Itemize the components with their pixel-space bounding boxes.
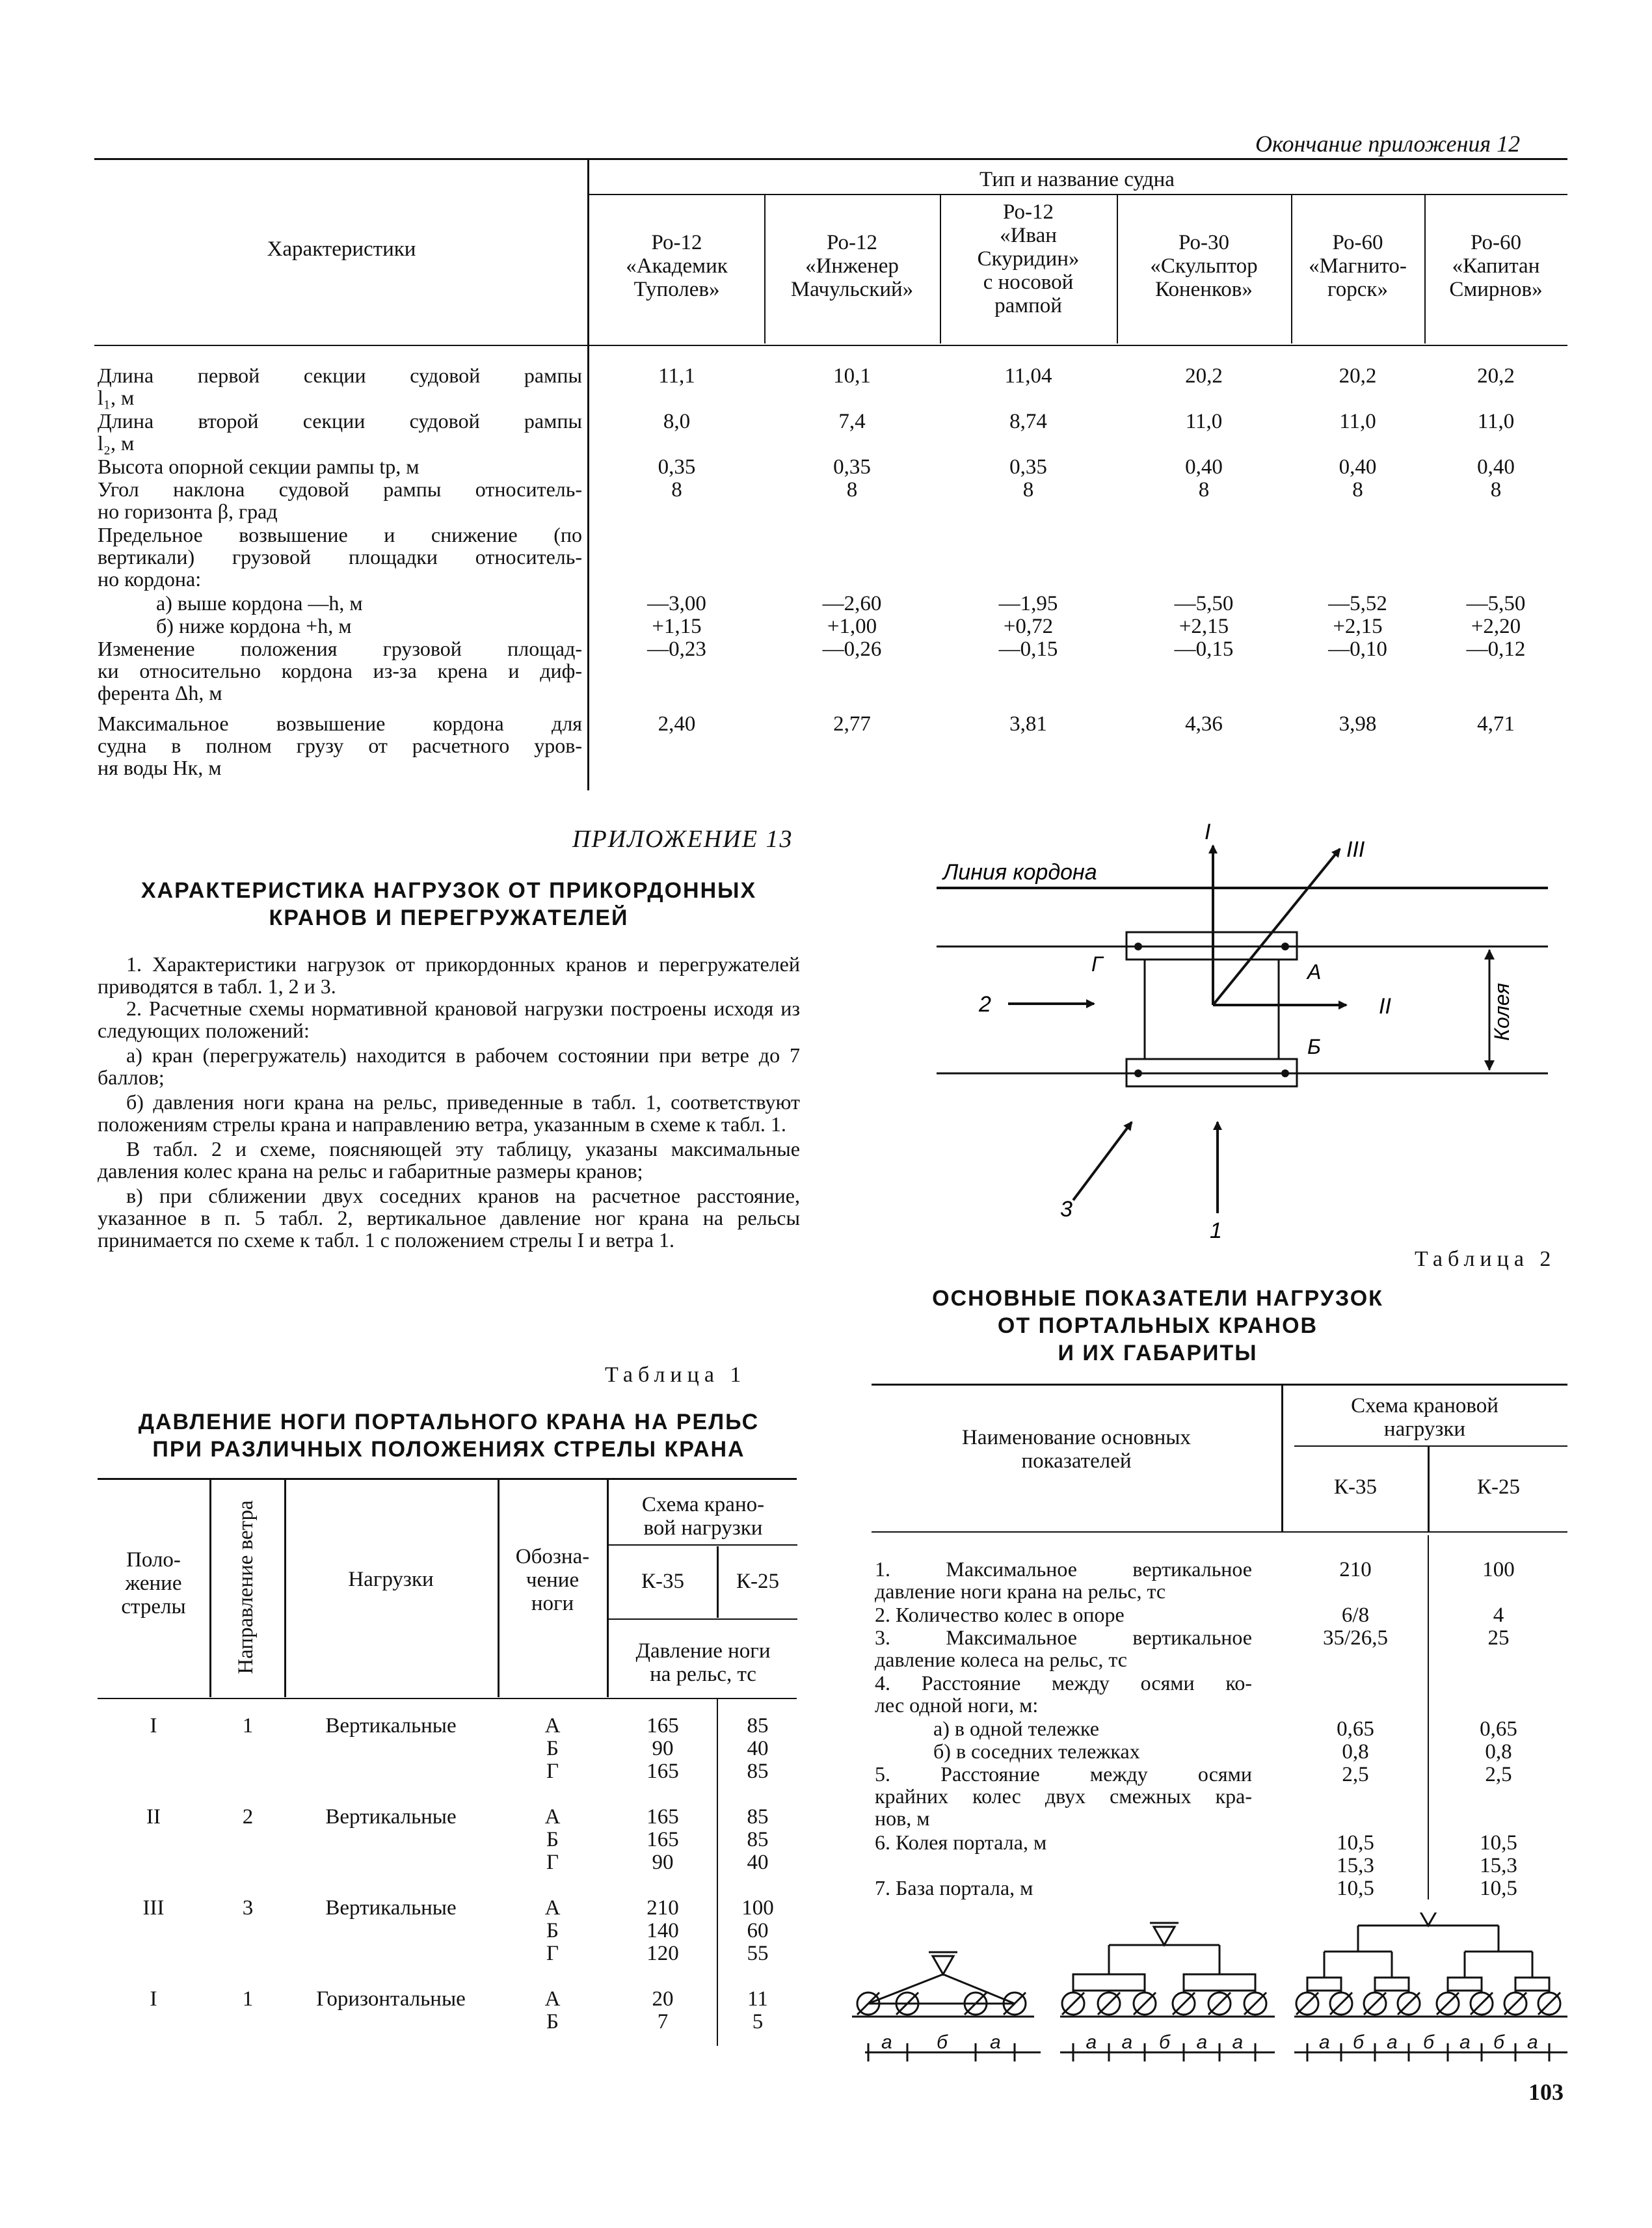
group-load-2: Вертикальные	[325, 1805, 457, 1829]
appendix-13-title	[98, 877, 800, 932]
k35-pressure: 165	[646, 1714, 679, 1738]
k35-pressure: 20	[652, 1987, 674, 2011]
ship-row-3-value-4: 0,40	[1185, 455, 1223, 479]
load-support	[1418, 1913, 1439, 1926]
dim-label: а	[1121, 2032, 1133, 2053]
group-wind-3: 3	[242, 1896, 254, 1920]
bogie	[1448, 1978, 1482, 1991]
paragraph-4: б) давления ноги крана на рельс, приведенные в табл. 1, соответствуют положениям стрелы крана и направлению ветра, указанным в схеме к табл. 1.	[98, 1090, 800, 1136]
leg-designation: Б	[546, 2010, 559, 2033]
leg-header-line-3: ноги	[531, 1592, 574, 1615]
k35-pressure: 165	[646, 1760, 679, 1783]
param-k35-value: 0,8	[1342, 1740, 1369, 1764]
table2-k25-header: К-25	[1477, 1475, 1520, 1499]
ship-row-7-value-4: +2,15	[1179, 615, 1229, 638]
ship-header-3	[940, 200, 1117, 317]
dim-label: а	[1527, 2032, 1538, 2053]
continuation-header: Окончание приложения 12	[1255, 131, 1521, 157]
pressure-header	[609, 1639, 797, 1686]
leg-designation: Г	[546, 1760, 559, 1783]
appendix-13-body	[98, 953, 800, 1251]
ship-row-label-line: Длина первой секции судовой рампы	[98, 364, 582, 387]
appendix-13-label: ПРИЛОЖЕНИЕ 13	[572, 825, 793, 853]
dim-label: б	[1423, 2032, 1434, 2053]
ship-row-7-value-6: +2,20	[1471, 615, 1521, 638]
ship-row-9-value-4: 4,36	[1185, 712, 1223, 736]
dim-label: а	[1319, 2032, 1330, 2053]
ship-row-label-3	[98, 455, 582, 477]
ship-row-label-line: ферента Δh, м	[98, 681, 222, 705]
param-k35-value: 10,5	[1337, 1877, 1374, 1900]
ship-row-1-value-2: 10,1	[833, 364, 871, 388]
characteristics-header: Характеристики	[267, 237, 416, 261]
wind-2-label: 2	[979, 992, 991, 1017]
k35-pressure: 90	[652, 1737, 674, 1760]
ship-header-line: «Иван	[1000, 224, 1057, 247]
leg-B-label: Б	[1307, 1035, 1321, 1058]
paragraph-2: 2. Расчетные схемы нормативной крановой нагрузки построены исходя из следующих положений:	[98, 997, 800, 1042]
beam	[868, 1974, 943, 2004]
table-1-title-line-1: ДАВЛЕНИЕ НОГИ ПОРТАЛЬНОГО КРАНА НА РЕЛЬС	[138, 1410, 760, 1434]
param-k25-value: 15,3	[1480, 1854, 1517, 1877]
dim-label: а	[990, 2032, 1001, 2053]
loads-header: Нагрузки	[348, 1568, 434, 1591]
dim-label: б	[937, 2032, 948, 2053]
dim-label: б	[1493, 2032, 1504, 2053]
leg-designation: Б	[546, 1737, 559, 1760]
ship-row-label-8	[98, 638, 582, 704]
k25-pressure: 5	[752, 2010, 764, 2033]
ship-row-label-line: Высота опорной секции рампы tр, м	[98, 455, 420, 478]
ship-row-2-value-3: 8,74	[1009, 410, 1047, 433]
indicator-header-line-1: Наименование основных	[962, 1426, 1191, 1449]
ship-header-6	[1424, 231, 1567, 301]
ship-row-label-line: но кордона:	[98, 567, 202, 591]
boom-position-I: I	[1205, 820, 1211, 844]
group-position-2: II	[146, 1805, 161, 1829]
ship-row-8-value-3: —0,15	[998, 638, 1058, 661]
table-2-title-line-2: ОТ ПОРТАЛЬНЫХ КРАНОВ	[997, 1313, 1318, 1338]
k35-pressure: 210	[646, 1896, 679, 1920]
ship-row-label-line: Максимальное возвышение кордона для	[98, 712, 582, 735]
k35-pressure: 120	[646, 1942, 679, 1965]
param-k35-value: 15,3	[1337, 1854, 1374, 1877]
ship-row-label-4	[98, 478, 582, 522]
param-label-line: 6. Колея портала, м	[875, 1831, 1047, 1854]
k25-pressure: 85	[747, 1805, 769, 1829]
param-k25-value: 0,65	[1480, 1717, 1517, 1741]
group-load-3: Вертикальные	[325, 1896, 457, 1920]
ship-row-8-value-4: —0,15	[1174, 638, 1234, 661]
ship-header-line: Смирнов»	[1449, 278, 1543, 301]
load-support	[1154, 1927, 1175, 1945]
k25-pressure: 85	[747, 1828, 769, 1851]
ship-row-label-line: а) выше кордона —h, м	[156, 591, 363, 615]
scheme2-header-line-2: нагрузки	[1383, 1417, 1466, 1441]
ship-row-label-line: l₁, м	[98, 386, 135, 409]
paragraph-3: а) кран (перегружатель) находится в рабочем состоянии при ветре до 7 баллов;	[98, 1043, 800, 1089]
dim-label: а	[1459, 2032, 1471, 2053]
ship-row-label-2	[98, 410, 582, 454]
param-label-6	[875, 1740, 1311, 1762]
bogie	[1515, 1978, 1549, 1991]
dim-label: а	[1196, 2032, 1208, 2053]
dim-label: б	[1159, 2032, 1170, 2053]
leg-A-label: А	[1307, 960, 1322, 984]
param-label-1	[875, 1558, 1252, 1602]
ship-header-line: «Капитан	[1452, 254, 1540, 278]
ship-row-6-value-6: —5,50	[1466, 592, 1526, 615]
ship-header-line: Коненков»	[1155, 278, 1253, 301]
k35-pressure: 165	[646, 1805, 679, 1829]
param-label-line: 3. Максимальное вертикальное	[875, 1626, 1252, 1649]
leg-designation: Г	[546, 1942, 559, 1965]
k25-pressure: 100	[741, 1896, 774, 1920]
param-label-line: 2. Количество колес в опоре	[875, 1603, 1125, 1626]
bogie	[1307, 1978, 1341, 1991]
param-label-line: 5. Расстояние между осями	[875, 1762, 1252, 1786]
ship-row-1-value-6: 20,2	[1477, 364, 1515, 388]
position-header-line-3: стрелы	[121, 1595, 186, 1618]
group-wind-4: 1	[242, 1987, 254, 2011]
ship-row-label-line: Предельное возвышение и снижение (по	[98, 523, 582, 546]
ship-row-4-value-4: 8	[1198, 478, 1210, 502]
param-label-5	[875, 1717, 1311, 1739]
k35-header: К-35	[641, 1570, 684, 1593]
ship-row-label-line: ки относительно кордона из-за крена и диф-	[98, 659, 582, 682]
ship-header-line: Туполев»	[633, 278, 720, 301]
dim-label: а	[1387, 2032, 1398, 2053]
leg-designation: А	[544, 1714, 561, 1738]
k35-pressure: 7	[657, 2010, 669, 2033]
param-k35-value: 10,5	[1337, 1831, 1374, 1855]
ship-header-line: Ро-12	[826, 231, 878, 254]
bogie	[1073, 1974, 1145, 1991]
ship-row-label-line: Угол наклона судовой рампы относитель-	[98, 477, 582, 501]
paragraph-6: в) при сближении двух соседних кранов на расчетное расстояние, указанное в п. 5 табл. 2, вертикальное давление ног крана на рельсы принимается по схеме к табл. 1 с положением стрелы I и ветра 1.	[98, 1184, 800, 1252]
ship-row-8-value-2: —0,26	[822, 638, 882, 661]
ship-row-3-value-5: 0,40	[1339, 455, 1377, 479]
k25-pressure: 85	[747, 1760, 769, 1783]
group-position-1: I	[150, 1714, 157, 1738]
k25-pressure: 40	[747, 1737, 769, 1760]
ship-row-3-value-1: 0,35	[658, 455, 696, 479]
param-label-line: крайних колес двух смежных кра-	[875, 1784, 1252, 1808]
ship-header-line: «Инженер	[805, 254, 899, 278]
ship-row-1-value-4: 20,2	[1185, 364, 1223, 388]
ship-row-label-5	[98, 524, 582, 590]
position-header	[99, 1548, 208, 1618]
leg-designation: Г	[546, 1851, 559, 1874]
ship-row-label-7	[98, 615, 582, 637]
paragraph-1: 1. Характеристики нагрузок от прикордонных кранов и перегружателей приводятся в табл. 1, 2 и 3.	[98, 952, 800, 998]
ship-row-3-value-3: 0,35	[1009, 455, 1047, 479]
k25-pressure: 60	[747, 1919, 769, 1942]
param-label-9	[875, 1877, 1252, 1899]
leg-G-label: Г	[1091, 952, 1103, 976]
ship-row-1-value-3: 11,04	[1004, 364, 1052, 388]
ship-header-2	[764, 231, 940, 301]
table-1-caption: Таблица 1	[605, 1363, 747, 1387]
param-k25-value: 4	[1493, 1604, 1504, 1627]
param-k25-value: 25	[1487, 1626, 1510, 1650]
wind-direction-header: Направление ветра	[234, 1500, 258, 1674]
ship-header-line: Ро-12	[651, 231, 702, 254]
ship-header-line: «Академик	[626, 254, 728, 278]
leg-designation: А	[544, 1987, 561, 2011]
pressure-header-line-2: на рельс, тс	[650, 1663, 756, 1686]
ship-row-9-value-3: 3,81	[1009, 712, 1047, 736]
ship-row-7-value-5: +2,15	[1333, 615, 1383, 638]
bogie	[1184, 1974, 1255, 1991]
ship-row-3-value-6: 0,40	[1477, 455, 1515, 479]
ship-row-8-value-6: —0,12	[1466, 638, 1526, 661]
param-k35-value: 35/26,5	[1323, 1626, 1388, 1650]
param-k25-value: 10,5	[1480, 1877, 1517, 1900]
ship-row-7-value-1: +1,15	[652, 615, 702, 638]
load-support	[933, 1956, 953, 1974]
leg-header-line-1: Обозна-	[515, 1545, 590, 1568]
k25-pressure: 40	[747, 1851, 769, 1874]
table-1-title-line-2: ПРИ РАЗЛИЧНЫХ ПОЛОЖЕНИЯХ СТРЕЛЫ КРАНА	[152, 1437, 745, 1462]
param-label-line: давление колеса на рельс, тс	[875, 1648, 1127, 1671]
leg-designation: А	[544, 1805, 561, 1829]
boom-position-III: III	[1346, 837, 1365, 862]
param-k25-value: 0,8	[1485, 1740, 1512, 1764]
table-2-title-line-3: И ИХ ГАБАРИТЫ	[1058, 1341, 1258, 1365]
ship-row-7-value-3: +0,72	[1003, 615, 1054, 638]
ship-row-1-value-5: 20,2	[1339, 364, 1377, 388]
paragraph-5: В табл. 2 и схеме, поясняющей эту таблицу, указаны максимальные давления колес крана на рельс и габаритные размеры кранов;	[98, 1137, 800, 1183]
k35-pressure: 165	[646, 1828, 679, 1851]
ship-row-4-value-5: 8	[1352, 478, 1363, 502]
dim-label: а	[881, 2032, 892, 2053]
param-label-line: нов, м	[875, 1806, 930, 1830]
param-label-line: 4. Расстояние между осями ко-	[875, 1671, 1252, 1695]
leg-header-line-2: чение	[526, 1568, 580, 1592]
ship-row-label-line: б) ниже кордона +h, м	[156, 614, 352, 638]
position-header-line-2: жение	[125, 1572, 182, 1595]
ship-header-line: Ро-60	[1470, 231, 1522, 254]
k25-pressure: 11	[747, 1987, 768, 2011]
group-wind-1: 1	[242, 1714, 254, 1738]
k25-header: К-25	[736, 1570, 779, 1593]
ship-header-line: Мачульский»	[790, 278, 914, 301]
ship-row-4-value-1: 8	[671, 478, 682, 502]
param-label-line: 1. Максимальное вертикальное	[875, 1557, 1252, 1581]
pressure-header-line-1: Давление ноги	[635, 1639, 771, 1663]
ship-header-line: Скуридин»	[977, 247, 1080, 271]
ship-header-line: «Магнито-	[1309, 254, 1407, 278]
table-2-title	[865, 1285, 1450, 1367]
crane-position-scheme	[924, 816, 1561, 1246]
wind-3-label: 3	[1060, 1197, 1072, 1222]
table-2-title-line-1: ОСНОВНЫЕ ПОКАЗАТЕЛИ НАГРУЗОК	[932, 1286, 1383, 1311]
ship-row-8-value-1: —0,23	[647, 638, 706, 661]
param-k35-value: 0,65	[1337, 1717, 1374, 1741]
ship-row-2-value-1: 8,0	[663, 410, 691, 433]
ship-header-line: Ро-12	[1002, 200, 1054, 224]
ship-row-9-value-1: 2,40	[658, 712, 696, 736]
ship-row-9-value-6: 4,71	[1477, 712, 1515, 736]
dim-label: б	[1353, 2032, 1364, 2053]
boom-position-II: II	[1379, 994, 1391, 1019]
param-k25-value: 2,5	[1485, 1763, 1512, 1786]
appendix-13-title-line-1: ХАРАКТЕРИСТИКА НАГРУЗОК ОТ ПРИКОРДОННЫХ	[140, 878, 757, 903]
param-k35-value: 2,5	[1342, 1763, 1369, 1786]
appendix-13-title-line-2: КРАНОВ И ПЕРЕГРУЖАТЕЛЕЙ	[269, 906, 629, 930]
ship-row-4-value-3: 8	[1022, 478, 1034, 502]
ship-header-line: рампой	[994, 294, 1062, 317]
ship-row-7-value-2: +1,00	[827, 615, 877, 638]
table-2-caption: Таблица 2	[1415, 1247, 1556, 1271]
quay-line-label: Линия кордона	[943, 860, 1097, 885]
dim-label: а	[1086, 2032, 1097, 2053]
ship-header-line: горск»	[1327, 278, 1388, 301]
ship-header-line: «Скульптор	[1150, 254, 1258, 278]
param-k25-value: 100	[1482, 1558, 1515, 1581]
param-label-line: б) в соседних тележках	[933, 1739, 1140, 1763]
wheel-load-diagrams	[846, 1913, 1574, 2069]
param-label-line: а) в одной тележке	[933, 1717, 1099, 1740]
ship-row-label-line: судна в полном грузу от расчетного уров-	[98, 734, 582, 757]
ship-row-8-value-5: —0,10	[1328, 638, 1387, 661]
ship-type-group-header: Тип и название судна	[979, 168, 1175, 191]
dim-label: а	[1232, 2032, 1244, 2053]
k25-pressure: 85	[747, 1714, 769, 1738]
group-load-1: Вертикальные	[325, 1714, 457, 1738]
ship-row-label-line: Изменение положения грузовой площад-	[98, 637, 582, 660]
crane-scheme-header	[609, 1493, 797, 1540]
param-label-7	[875, 1763, 1252, 1829]
ship-row-6-value-2: —2,60	[822, 592, 882, 615]
ship-row-label-line: вертикали) грузовой площадки относитель-	[98, 545, 582, 569]
wind-1-label: 1	[1210, 1218, 1222, 1243]
position-header-line-1: Поло-	[126, 1548, 181, 1572]
ship-row-4-value-6: 8	[1490, 478, 1502, 502]
ship-row-6-value-4: —5,50	[1174, 592, 1234, 615]
ship-row-3-value-2: 0,35	[833, 455, 871, 479]
ship-row-label-9	[98, 712, 582, 779]
ship-row-label-6	[98, 592, 582, 614]
ship-row-2-value-2: 7,4	[838, 410, 866, 433]
ship-row-2-value-5: 11,0	[1339, 410, 1376, 433]
leg-designation-header	[500, 1545, 606, 1615]
param-label-3	[875, 1626, 1252, 1671]
ship-header-line: с носовой	[983, 271, 1074, 294]
bogie	[1375, 1978, 1409, 1991]
ship-row-4-value-2: 8	[846, 478, 858, 502]
ship-header-line: Ро-30	[1178, 231, 1230, 254]
ship-header-line: Ро-60	[1332, 231, 1383, 254]
ship-header-1	[589, 231, 764, 301]
ship-row-1-value-1: 11,1	[658, 364, 695, 388]
indicator-name-header	[875, 1426, 1278, 1473]
k35-pressure: 140	[646, 1919, 679, 1942]
indicator-header-line-2: показателей	[1021, 1449, 1132, 1473]
ship-row-2-value-6: 11,0	[1477, 410, 1515, 433]
param-label-4	[875, 1672, 1252, 1716]
leg-designation: А	[544, 1896, 561, 1920]
param-label-line: лес одной ноги, м:	[875, 1693, 1039, 1717]
group-position-3: III	[142, 1896, 165, 1920]
ship-header-4	[1117, 231, 1291, 301]
param-k35-value: 6/8	[1341, 1604, 1370, 1627]
param-label-2	[875, 1604, 1252, 1626]
ship-row-label-line: Длина второй секции судовой рампы	[98, 409, 582, 433]
param-k25-value: 10,5	[1480, 1831, 1517, 1855]
ship-row-label-1	[98, 364, 582, 409]
param-label-8	[875, 1831, 1252, 1853]
param-label-line: 7. База портала, м	[875, 1876, 1033, 1899]
ship-row-label-line: ня воды Hк, м	[98, 756, 222, 779]
crane-scheme-header-2	[1283, 1394, 1566, 1441]
gauge-label: Колея	[1490, 983, 1513, 1041]
ship-row-6-value-1: —3,00	[647, 592, 706, 615]
group-position-4: I	[150, 1987, 157, 2011]
group-wind-2: 2	[242, 1805, 254, 1829]
group-load-4: Горизонтальные	[316, 1987, 466, 2011]
leg-designation: Б	[546, 1828, 559, 1851]
ship-row-label-line: но горизонта β, град	[98, 500, 278, 523]
scheme2-header-line-1: Схема крановой	[1351, 1394, 1499, 1417]
table2-k35-header: К-35	[1334, 1475, 1377, 1499]
param-label-line: давление ноги крана на рельс, тс	[875, 1579, 1166, 1603]
ship-row-9-value-2: 2,77	[833, 712, 871, 736]
ship-header-5	[1291, 231, 1424, 301]
ship-row-label-line: l₂, м	[98, 431, 135, 455]
param-k35-value: 210	[1339, 1558, 1372, 1581]
ship-row-6-value-5: —5,52	[1328, 592, 1387, 615]
ship-row-9-value-5: 3,98	[1339, 712, 1377, 736]
k35-pressure: 90	[652, 1851, 674, 1874]
k25-pressure: 55	[747, 1942, 769, 1965]
ship-row-2-value-4: 11,0	[1185, 410, 1223, 433]
table-1-title	[98, 1408, 800, 1463]
page-number: 103	[1528, 2079, 1564, 2105]
scheme-header-line-2: вой нагрузки	[643, 1516, 763, 1540]
leg-designation: Б	[546, 1919, 559, 1942]
ship-row-6-value-3: —1,95	[998, 592, 1058, 615]
scheme-header-line-1: Схема крано-	[641, 1493, 765, 1516]
